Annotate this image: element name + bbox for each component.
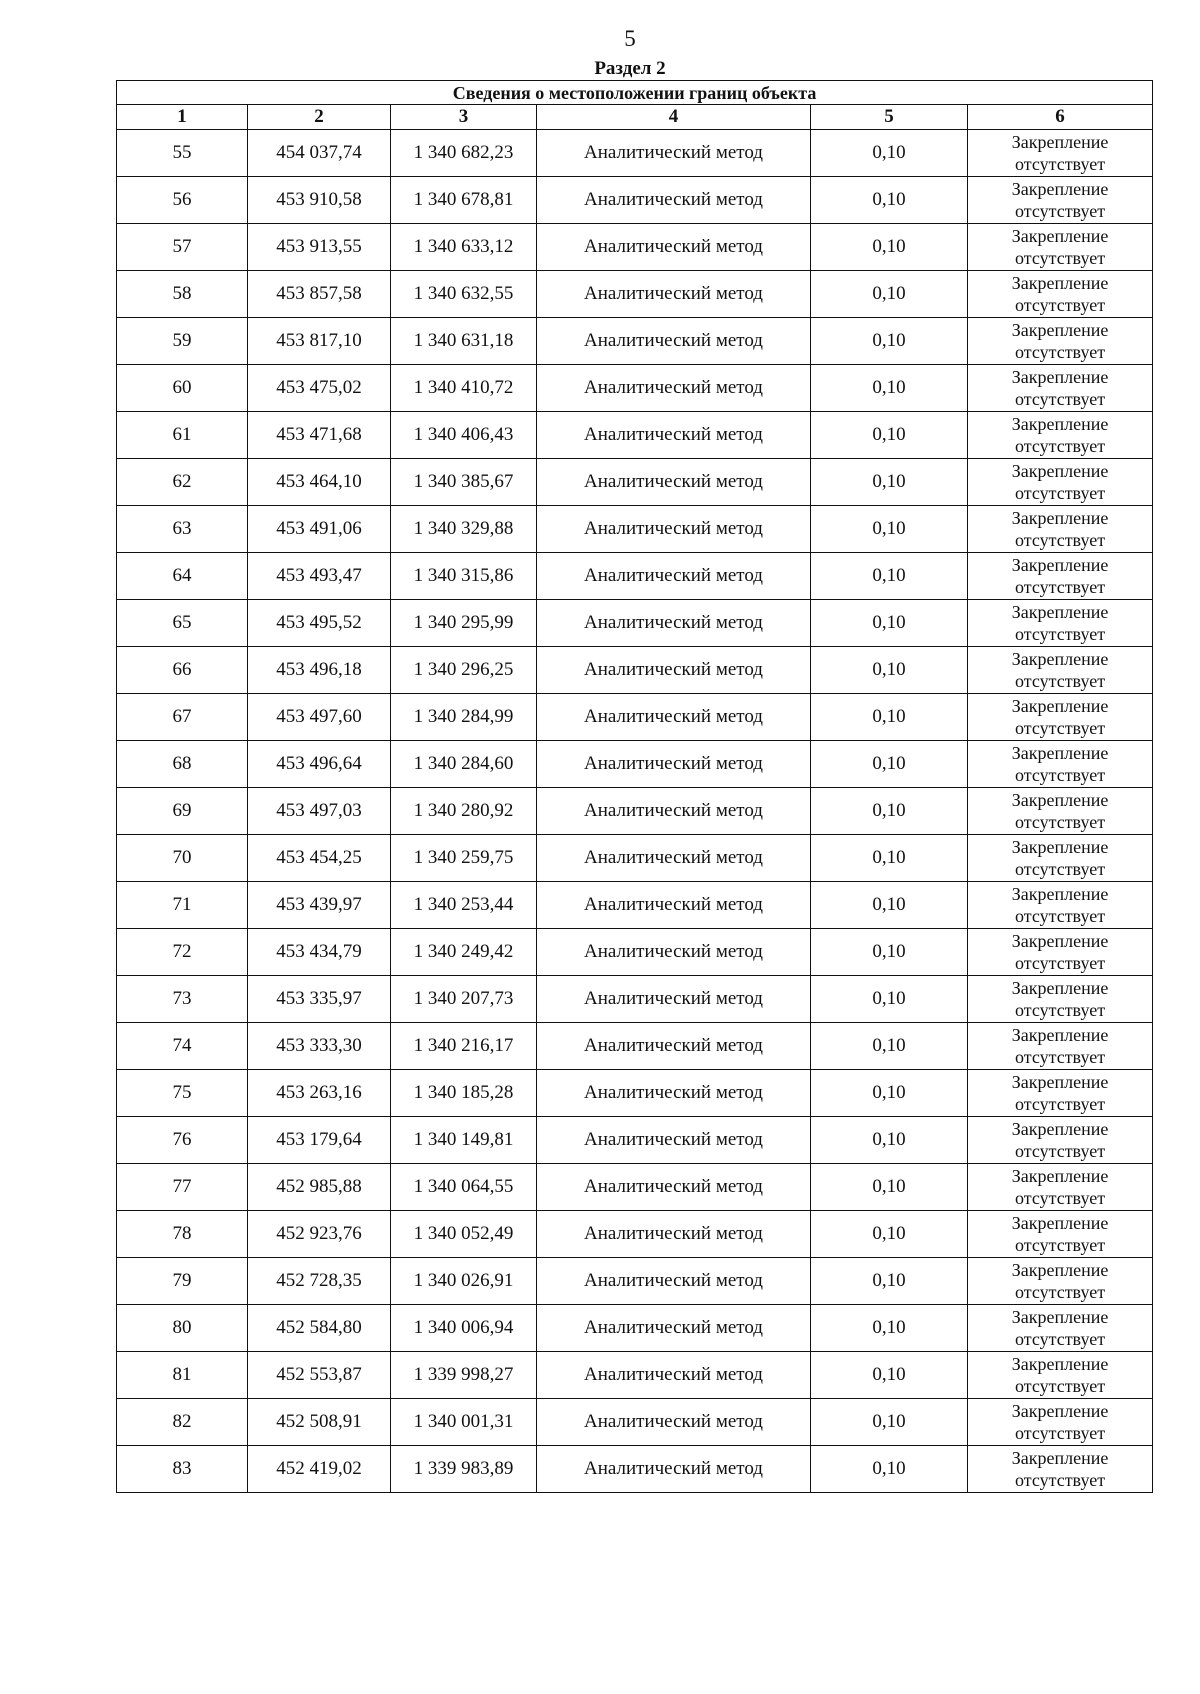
column-number: 3 <box>391 105 537 130</box>
x-coordinate-cell: 452 553,87 <box>248 1352 391 1399</box>
table-row <box>117 130 1153 177</box>
point-number-cell: 72 <box>117 929 248 976</box>
fixing-description-line: Закрепление <box>1011 696 1109 716</box>
column-number: 4 <box>537 105 811 130</box>
y-coordinate-cell: 1 340 678,81 <box>391 177 537 224</box>
method-cell: Аналитический метод <box>537 1164 811 1211</box>
point-number-cell: 75 <box>117 1070 248 1117</box>
fixing-description-line: отсутствует <box>1015 859 1106 879</box>
method-cell: Аналитический метод <box>537 1258 811 1305</box>
fixing-description-line: Закрепление <box>1011 1401 1109 1421</box>
x-coordinate-cell: 453 913,55 <box>248 224 391 271</box>
accuracy-cell: 0,10 <box>811 694 968 741</box>
fixing-description-line: отсутствует <box>1015 1423 1106 1443</box>
column-number: 6 <box>968 105 1153 130</box>
fixing-description-line: отсутствует <box>1015 1235 1106 1255</box>
table-row <box>117 976 1153 1023</box>
table-row <box>117 835 1153 882</box>
column-number: 5 <box>811 105 968 130</box>
y-coordinate-cell: 1 340 064,55 <box>391 1164 537 1211</box>
accuracy-cell: 0,10 <box>811 600 968 647</box>
fixing-description-line: отсутствует <box>1015 1000 1106 1020</box>
fixing-description-line: отсутствует <box>1015 1141 1106 1161</box>
point-number-cell: 67 <box>117 694 248 741</box>
accuracy-cell: 0,10 <box>811 318 968 365</box>
fixing-description-line: отсутствует <box>1015 1188 1106 1208</box>
fixing-description-line: Закрепление <box>1011 1260 1109 1280</box>
fixing-description-cell <box>968 130 1153 177</box>
x-coordinate-cell: 453 335,97 <box>248 976 391 1023</box>
y-coordinate-cell: 1 340 001,31 <box>391 1399 537 1446</box>
fixing-description-cell <box>968 318 1153 365</box>
column-number: 1 <box>117 105 248 130</box>
table-row <box>117 1399 1153 1446</box>
fixing-description-cell <box>968 1211 1153 1258</box>
y-coordinate-cell: 1 340 149,81 <box>391 1117 537 1164</box>
method-cell: Аналитический метод <box>537 506 811 553</box>
fixing-description-cell <box>968 1164 1153 1211</box>
fixing-description-cell <box>968 224 1153 271</box>
y-coordinate-cell: 1 340 284,60 <box>391 741 537 788</box>
point-number-cell: 83 <box>117 1446 248 1493</box>
fixing-description-cell <box>968 1305 1153 1352</box>
x-coordinate-cell: 453 475,02 <box>248 365 391 412</box>
accuracy-cell: 0,10 <box>811 1023 968 1070</box>
fixing-description-cell <box>968 741 1153 788</box>
x-coordinate-cell: 453 439,97 <box>248 882 391 929</box>
y-coordinate-cell: 1 340 631,18 <box>391 318 537 365</box>
y-coordinate-cell: 1 340 026,91 <box>391 1258 537 1305</box>
fixing-description-line: Закрепление <box>1011 367 1109 387</box>
fixing-description-line: отсутствует <box>1015 1376 1106 1396</box>
table-row <box>117 929 1153 976</box>
method-cell: Аналитический метод <box>537 1352 811 1399</box>
method-cell: Аналитический метод <box>537 318 811 365</box>
method-cell: Аналитический метод <box>537 788 811 835</box>
table-row <box>117 506 1153 553</box>
accuracy-cell: 0,10 <box>811 506 968 553</box>
x-coordinate-cell: 453 491,06 <box>248 506 391 553</box>
fixing-description-cell <box>968 1399 1153 1446</box>
point-number-cell: 66 <box>117 647 248 694</box>
table-row <box>117 647 1153 694</box>
x-coordinate-cell: 453 495,52 <box>248 600 391 647</box>
y-coordinate-cell: 1 340 052,49 <box>391 1211 537 1258</box>
accuracy-cell: 0,10 <box>811 130 968 177</box>
accuracy-cell: 0,10 <box>811 882 968 929</box>
fixing-description-cell <box>968 647 1153 694</box>
y-coordinate-cell: 1 340 682,23 <box>391 130 537 177</box>
x-coordinate-cell: 453 454,25 <box>248 835 391 882</box>
point-number-cell: 82 <box>117 1399 248 1446</box>
fixing-description-line: Закрепление <box>1011 273 1109 293</box>
fixing-description-cell <box>968 553 1153 600</box>
fixing-description-line: отсутствует <box>1015 906 1106 926</box>
point-number-cell: 64 <box>117 553 248 600</box>
fixing-description-cell <box>968 459 1153 506</box>
x-coordinate-cell: 452 508,91 <box>248 1399 391 1446</box>
table-row <box>117 1211 1153 1258</box>
table-body <box>117 130 1153 1493</box>
section-title: Раздел 2 <box>594 58 666 79</box>
y-coordinate-cell: 1 340 633,12 <box>391 224 537 271</box>
method-cell: Аналитический метод <box>537 741 811 788</box>
point-number-cell: 81 <box>117 1352 248 1399</box>
method-cell: Аналитический метод <box>537 224 811 271</box>
accuracy-cell: 0,10 <box>811 1164 968 1211</box>
y-coordinate-cell: 1 340 280,92 <box>391 788 537 835</box>
x-coordinate-cell: 453 497,03 <box>248 788 391 835</box>
fixing-description-line: Закрепление <box>1011 1072 1109 1092</box>
table-row <box>117 553 1153 600</box>
fixing-description-line: Закрепление <box>1011 602 1109 622</box>
accuracy-cell: 0,10 <box>811 1070 968 1117</box>
column-number-row <box>117 105 1153 130</box>
point-number-cell: 62 <box>117 459 248 506</box>
method-cell: Аналитический метод <box>537 1446 811 1493</box>
point-number-cell: 73 <box>117 976 248 1023</box>
accuracy-cell: 0,10 <box>811 1117 968 1164</box>
x-coordinate-cell: 452 923,76 <box>248 1211 391 1258</box>
x-coordinate-cell: 453 179,64 <box>248 1117 391 1164</box>
fixing-description-line: Закрепление <box>1011 414 1109 434</box>
method-cell: Аналитический метод <box>537 1070 811 1117</box>
method-cell: Аналитический метод <box>537 271 811 318</box>
fixing-description-cell <box>968 929 1153 976</box>
fixing-description-line: Закрепление <box>1011 461 1109 481</box>
fixing-description-line: Закрепление <box>1011 790 1109 810</box>
method-cell: Аналитический метод <box>537 976 811 1023</box>
fixing-description-cell <box>968 882 1153 929</box>
fixing-description-line: отсутствует <box>1015 342 1106 362</box>
table-row <box>117 1258 1153 1305</box>
y-coordinate-cell: 1 340 249,42 <box>391 929 537 976</box>
fixing-description-line: отсутствует <box>1015 201 1106 221</box>
fixing-description-cell <box>968 1446 1153 1493</box>
accuracy-cell: 0,10 <box>811 1305 968 1352</box>
method-cell: Аналитический метод <box>537 1211 811 1258</box>
table-row <box>117 1117 1153 1164</box>
x-coordinate-cell: 453 464,10 <box>248 459 391 506</box>
fixing-description-line: отсутствует <box>1015 530 1106 550</box>
method-cell: Аналитический метод <box>537 600 811 647</box>
column-number: 2 <box>248 105 391 130</box>
fixing-description-line: Закрепление <box>1011 931 1109 951</box>
method-cell: Аналитический метод <box>537 1399 811 1446</box>
method-cell: Аналитический метод <box>537 412 811 459</box>
fixing-description-line: Закрепление <box>1011 1354 1109 1374</box>
point-number-cell: 76 <box>117 1117 248 1164</box>
fixing-description-cell <box>968 271 1153 318</box>
method-cell: Аналитический метод <box>537 553 811 600</box>
y-coordinate-cell: 1 340 253,44 <box>391 882 537 929</box>
fixing-description-line: отсутствует <box>1015 765 1106 785</box>
table-row <box>117 1164 1153 1211</box>
fixing-description-line: Закрепление <box>1011 743 1109 763</box>
table-row <box>117 1023 1153 1070</box>
y-coordinate-cell: 1 340 259,75 <box>391 835 537 882</box>
fixing-description-line: Закрепление <box>1011 555 1109 575</box>
fixing-description-line: Закрепление <box>1011 978 1109 998</box>
fixing-description-line: отсутствует <box>1015 624 1106 644</box>
method-cell: Аналитический метод <box>537 130 811 177</box>
table-row <box>117 271 1153 318</box>
method-cell: Аналитический метод <box>537 835 811 882</box>
y-coordinate-cell: 1 340 410,72 <box>391 365 537 412</box>
fixing-description-line: Закрепление <box>1011 1307 1109 1327</box>
fixing-description-line: отсутствует <box>1015 248 1106 268</box>
table-row <box>117 1352 1153 1399</box>
fixing-description-line: отсутствует <box>1015 671 1106 691</box>
y-coordinate-cell: 1 340 207,73 <box>391 976 537 1023</box>
y-coordinate-cell: 1 340 406,43 <box>391 412 537 459</box>
accuracy-cell: 0,10 <box>811 788 968 835</box>
accuracy-cell: 0,10 <box>811 1258 968 1305</box>
table-row <box>117 600 1153 647</box>
fixing-description-line: отсутствует <box>1015 1047 1106 1067</box>
method-cell: Аналитический метод <box>537 882 811 929</box>
x-coordinate-cell: 452 728,35 <box>248 1258 391 1305</box>
accuracy-cell: 0,10 <box>811 1399 968 1446</box>
accuracy-cell: 0,10 <box>811 177 968 224</box>
accuracy-cell: 0,10 <box>811 553 968 600</box>
y-coordinate-cell: 1 340 295,99 <box>391 600 537 647</box>
y-coordinate-cell: 1 340 185,28 <box>391 1070 537 1117</box>
fixing-description-line: Закрепление <box>1011 132 1109 152</box>
x-coordinate-cell: 453 496,18 <box>248 647 391 694</box>
accuracy-cell: 0,10 <box>811 1352 968 1399</box>
method-cell: Аналитический метод <box>537 1117 811 1164</box>
fixing-description-cell <box>968 1023 1153 1070</box>
table-row <box>117 788 1153 835</box>
fixing-description-line: Закрепление <box>1011 1213 1109 1233</box>
point-number-cell: 65 <box>117 600 248 647</box>
fixing-description-line: отсутствует <box>1015 1329 1106 1349</box>
x-coordinate-cell: 452 419,02 <box>248 1446 391 1493</box>
accuracy-cell: 0,10 <box>811 412 968 459</box>
x-coordinate-cell: 453 471,68 <box>248 412 391 459</box>
fixing-description-cell <box>968 835 1153 882</box>
point-number-cell: 80 <box>117 1305 248 1352</box>
x-coordinate-cell: 453 263,16 <box>248 1070 391 1117</box>
accuracy-cell: 0,10 <box>811 929 968 976</box>
x-coordinate-cell: 453 910,58 <box>248 177 391 224</box>
fixing-description-cell <box>968 365 1153 412</box>
fixing-description-line: отсутствует <box>1015 1094 1106 1114</box>
fixing-description-line: отсутствует <box>1015 718 1106 738</box>
fixing-description-cell <box>968 1117 1153 1164</box>
fixing-description-line: Закрепление <box>1011 837 1109 857</box>
method-cell: Аналитический метод <box>537 694 811 741</box>
fixing-description-cell <box>968 1070 1153 1117</box>
fixing-description-cell <box>968 788 1153 835</box>
accuracy-cell: 0,10 <box>811 835 968 882</box>
accuracy-cell: 0,10 <box>811 976 968 1023</box>
accuracy-cell: 0,10 <box>811 224 968 271</box>
point-number-cell: 74 <box>117 1023 248 1070</box>
fixing-description-line: отсутствует <box>1015 295 1106 315</box>
x-coordinate-cell: 453 857,58 <box>248 271 391 318</box>
x-coordinate-cell: 453 496,64 <box>248 741 391 788</box>
fixing-description-line: Закрепление <box>1011 1119 1109 1139</box>
fixing-description-line: отсутствует <box>1015 1470 1106 1490</box>
fixing-description-line: отсутствует <box>1015 483 1106 503</box>
table-row <box>117 1070 1153 1117</box>
method-cell: Аналитический метод <box>537 1023 811 1070</box>
fixing-description-line: отсутствует <box>1015 1282 1106 1302</box>
y-coordinate-cell: 1 339 998,27 <box>391 1352 537 1399</box>
table-row <box>117 365 1153 412</box>
point-number-cell: 59 <box>117 318 248 365</box>
table-row <box>117 318 1153 365</box>
method-cell: Аналитический метод <box>537 1305 811 1352</box>
fixing-description-cell <box>968 600 1153 647</box>
point-number-cell: 55 <box>117 130 248 177</box>
fixing-description-line: отсутствует <box>1015 953 1106 973</box>
x-coordinate-cell: 452 584,80 <box>248 1305 391 1352</box>
fixing-description-cell <box>968 1258 1153 1305</box>
accuracy-cell: 0,10 <box>811 1446 968 1493</box>
fixing-description-line: Закрепление <box>1011 1025 1109 1045</box>
method-cell: Аналитический метод <box>537 177 811 224</box>
y-coordinate-cell: 1 340 632,55 <box>391 271 537 318</box>
method-cell: Аналитический метод <box>537 365 811 412</box>
point-number-cell: 78 <box>117 1211 248 1258</box>
fixing-description-line: отсутствует <box>1015 812 1106 832</box>
accuracy-cell: 0,10 <box>811 459 968 506</box>
method-cell: Аналитический метод <box>537 929 811 976</box>
point-number-cell: 68 <box>117 741 248 788</box>
fixing-description-line: Закрепление <box>1011 179 1109 199</box>
point-number-cell: 71 <box>117 882 248 929</box>
point-number-cell: 61 <box>117 412 248 459</box>
page-number: 5 <box>624 26 636 51</box>
fixing-description-cell <box>968 412 1153 459</box>
point-number-cell: 79 <box>117 1258 248 1305</box>
fixing-description-cell <box>968 506 1153 553</box>
accuracy-cell: 0,10 <box>811 741 968 788</box>
y-coordinate-cell: 1 340 006,94 <box>391 1305 537 1352</box>
fixing-description-line: Закрепление <box>1011 320 1109 340</box>
accuracy-cell: 0,10 <box>811 647 968 694</box>
point-number-cell: 70 <box>117 835 248 882</box>
x-coordinate-cell: 453 333,30 <box>248 1023 391 1070</box>
fixing-description-line: Закрепление <box>1011 1448 1109 1468</box>
y-coordinate-cell: 1 340 216,17 <box>391 1023 537 1070</box>
boundary-coordinates-table <box>116 80 1153 1493</box>
fixing-description-line: отсутствует <box>1015 577 1106 597</box>
fixing-description-line: отсутствует <box>1015 436 1106 456</box>
fixing-description-cell <box>968 976 1153 1023</box>
fixing-description-line: Закрепление <box>1011 884 1109 904</box>
x-coordinate-cell: 454 037,74 <box>248 130 391 177</box>
point-number-cell: 63 <box>117 506 248 553</box>
table-row <box>117 741 1153 788</box>
table-row <box>117 1305 1153 1352</box>
point-number-cell: 58 <box>117 271 248 318</box>
fixing-description-cell <box>968 177 1153 224</box>
method-cell: Аналитический метод <box>537 647 811 694</box>
table-row <box>117 1446 1153 1493</box>
table-row <box>117 694 1153 741</box>
fixing-description-cell <box>968 1352 1153 1399</box>
point-number-cell: 77 <box>117 1164 248 1211</box>
x-coordinate-cell: 453 493,47 <box>248 553 391 600</box>
table-row <box>117 177 1153 224</box>
fixing-description-line: отсутствует <box>1015 389 1106 409</box>
x-coordinate-cell: 453 497,60 <box>248 694 391 741</box>
method-cell: Аналитический метод <box>537 459 811 506</box>
y-coordinate-cell: 1 340 284,99 <box>391 694 537 741</box>
accuracy-cell: 0,10 <box>811 271 968 318</box>
table-row <box>117 412 1153 459</box>
accuracy-cell: 0,10 <box>811 365 968 412</box>
y-coordinate-cell: 1 340 296,25 <box>391 647 537 694</box>
table-caption: Сведения о местоположении границ объекта <box>117 81 1153 105</box>
point-number-cell: 60 <box>117 365 248 412</box>
point-number-cell: 69 <box>117 788 248 835</box>
table-row <box>117 882 1153 929</box>
point-number-cell: 56 <box>117 177 248 224</box>
accuracy-cell: 0,10 <box>811 1211 968 1258</box>
fixing-description-cell <box>968 694 1153 741</box>
y-coordinate-cell: 1 339 983,89 <box>391 1446 537 1493</box>
fixing-description-line: Закрепление <box>1011 226 1109 246</box>
fixing-description-line: отсутствует <box>1015 154 1106 174</box>
x-coordinate-cell: 453 817,10 <box>248 318 391 365</box>
y-coordinate-cell: 1 340 329,88 <box>391 506 537 553</box>
table-row <box>117 459 1153 506</box>
x-coordinate-cell: 452 985,88 <box>248 1164 391 1211</box>
x-coordinate-cell: 453 434,79 <box>248 929 391 976</box>
fixing-description-line: Закрепление <box>1011 508 1109 528</box>
fixing-description-line: Закрепление <box>1011 649 1109 669</box>
table-row <box>117 224 1153 271</box>
point-number-cell: 57 <box>117 224 248 271</box>
y-coordinate-cell: 1 340 315,86 <box>391 553 537 600</box>
fixing-description-line: Закрепление <box>1011 1166 1109 1186</box>
y-coordinate-cell: 1 340 385,67 <box>391 459 537 506</box>
